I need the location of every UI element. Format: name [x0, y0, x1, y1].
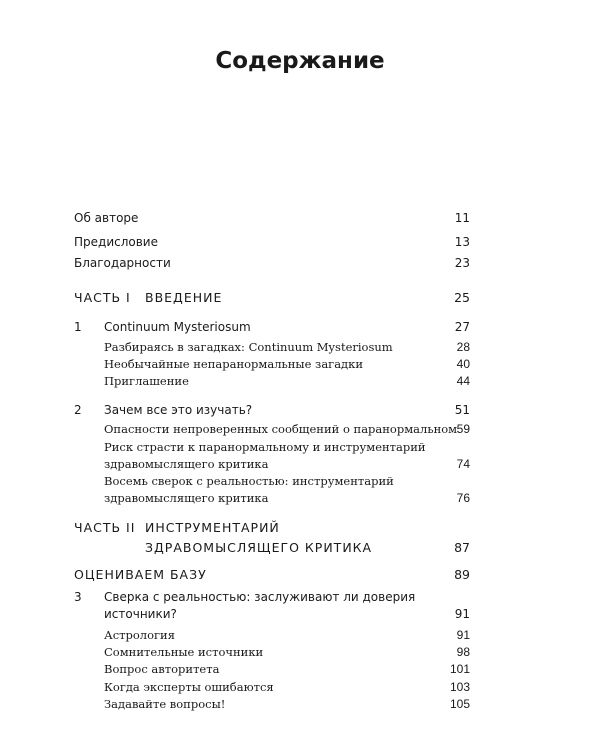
part-title-continued: ЗДРАВОМЫСЛЯЩЕГО КРИТИКА: [145, 540, 373, 555]
section-label: Восемь сверок с реальностью: инструментарий: [104, 474, 394, 488]
part-label: ЧАСТЬ I: [74, 290, 131, 305]
toc-entry-page: 28: [456, 340, 470, 354]
section-label-continued: здравомыслящего критика: [104, 457, 269, 471]
part-title: ВВЕДЕНИЕ: [145, 290, 223, 305]
section-label: Сомнительные источники: [104, 645, 264, 659]
toc-entry-page: 74: [456, 457, 470, 471]
part-label: ЧАСТЬ II: [74, 520, 136, 535]
toc-entry-page: 105: [449, 697, 470, 711]
toc-entry-label: Предисловие: [74, 235, 158, 249]
chapter-title: Continuum Mysteriosum: [104, 320, 251, 334]
section-heading: ОЦЕНИВАЕМ БАЗУ: [74, 567, 207, 582]
chapter-number: 3: [74, 590, 82, 604]
toc-entry-page: 89: [454, 567, 470, 582]
toc-entry-page: 40: [456, 357, 470, 371]
toc-entry-page: 59: [456, 422, 470, 436]
toc-entry-page: 98: [456, 645, 470, 659]
chapter-title: Сверка с реальностью: заслуживают ли доверия: [104, 590, 416, 604]
toc-entry-page: 27: [454, 320, 470, 334]
toc-entry-label: Об авторе: [74, 211, 139, 225]
toc-entry-page: 11: [454, 211, 470, 225]
section-label: Риск страсти к паранормальному и инструментарий: [104, 440, 426, 454]
part-title: ИНСТРУМЕНТАРИЙ: [145, 520, 280, 535]
section-label: Астрология: [104, 628, 175, 642]
toc-entry-page: 103: [449, 680, 470, 694]
chapter-title-continued: источники?: [104, 607, 177, 621]
chapter-number: 1: [74, 320, 82, 334]
toc-entry-label: Благодарности: [74, 256, 171, 270]
chapter-number: 2: [74, 403, 82, 417]
section-label: Когда эксперты ошибаются: [104, 680, 274, 694]
section-label: Опасности непроверенных сообщений о паранормальном: [104, 422, 458, 436]
section-label: Задавайте вопросы!: [104, 697, 226, 711]
chapter-title: Зачем все это изучать?: [104, 403, 253, 417]
toc-entry-page: 87: [454, 540, 470, 555]
toc-entry-page: 51: [454, 403, 470, 417]
toc-entry-page: 25: [454, 290, 470, 305]
toc-entry-page: 44: [456, 374, 470, 388]
toc-entry-page: 23: [454, 256, 470, 270]
toc-entry-page: 76: [456, 491, 470, 505]
section-label: Разбираясь в загадках: Continuum Mysteriosum: [104, 340, 393, 354]
section-label: Необычайные непаранормальные загадки: [104, 357, 363, 371]
page-title: Содержание: [215, 48, 385, 74]
toc-entry-page: 13: [454, 235, 470, 249]
section-label: Вопрос авторитета: [104, 662, 220, 676]
toc-entry-page: 91: [456, 628, 470, 642]
section-label-continued: здравомыслящего критика: [104, 491, 269, 505]
section-label: Приглашение: [104, 374, 189, 388]
toc-entry-page: 101: [449, 662, 470, 676]
toc-entry-page: 91: [454, 607, 470, 621]
